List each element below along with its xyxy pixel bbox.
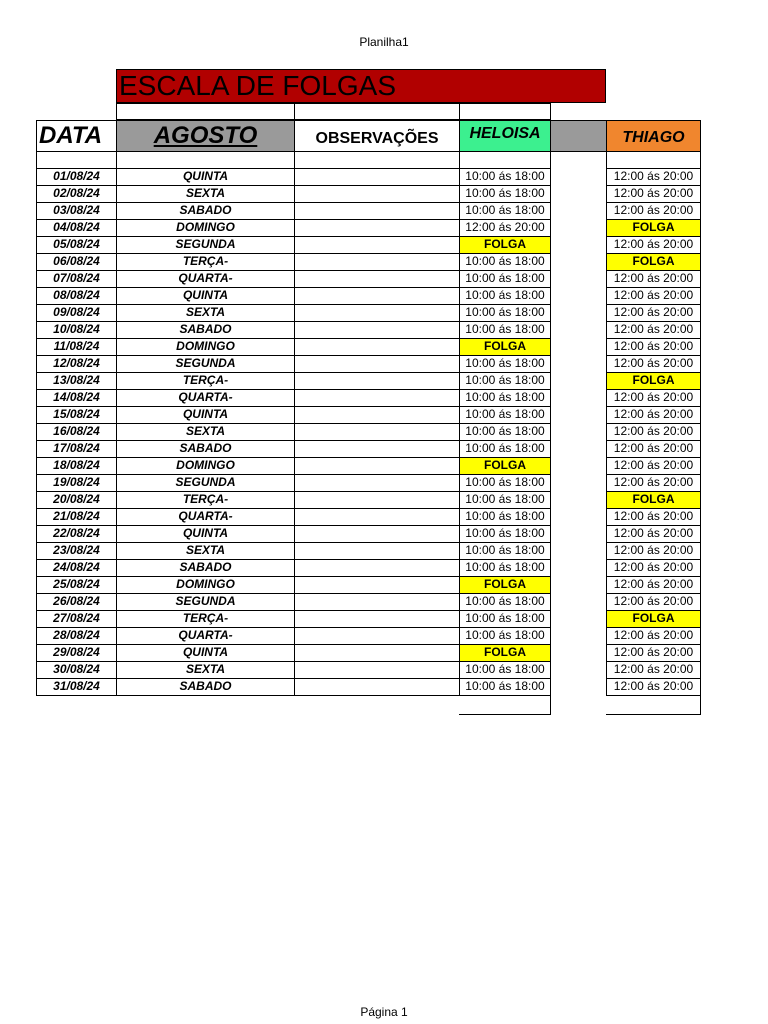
heloisa-shift-cell: 12:00 ás 20:00 — [459, 219, 551, 237]
date-cell: 27/08/24 — [36, 610, 117, 628]
heloisa-shift-cell: FOLGA — [459, 236, 551, 254]
date-cell: 18/08/24 — [36, 457, 117, 475]
thiago-shift-cell: 12:00 ás 20:00 — [606, 542, 701, 560]
date-cell: 04/08/24 — [36, 219, 117, 237]
heloisa-shift-cell: 10:00 ás 18:00 — [459, 287, 551, 305]
heloisa-shift-cell: FOLGA — [459, 338, 551, 356]
heloisa-shift-cell: 10:00 ás 18:00 — [459, 304, 551, 322]
observation-cell — [294, 491, 460, 509]
heloisa-shift-cell: 10:00 ás 18:00 — [459, 406, 551, 424]
header-data: DATA — [36, 120, 117, 152]
date-cell: 06/08/24 — [36, 253, 117, 271]
heloisa-shift-cell: 10:00 ás 18:00 — [459, 440, 551, 458]
blank-cell — [116, 151, 295, 169]
thiago-shift-cell: 12:00 ás 20:00 — [606, 627, 701, 645]
thiago-shift-cell: 12:00 ás 20:00 — [606, 423, 701, 441]
weekday-cell: TERÇA- — [116, 253, 295, 271]
observation-cell — [294, 406, 460, 424]
observation-cell — [294, 627, 460, 645]
observation-cell — [294, 185, 460, 203]
weekday-cell: SEGUNDA — [116, 355, 295, 373]
heloisa-shift-cell: 10:00 ás 18:00 — [459, 508, 551, 526]
date-cell: 09/08/24 — [36, 304, 117, 322]
heloisa-shift-cell: 10:00 ás 18:00 — [459, 525, 551, 543]
date-cell: 24/08/24 — [36, 559, 117, 577]
weekday-cell: SEGUNDA — [116, 593, 295, 611]
spacer-cell — [459, 103, 551, 120]
trailing-cell — [606, 696, 701, 715]
date-cell: 25/08/24 — [36, 576, 117, 594]
page-number: Página 1 — [360, 1005, 408, 1019]
observation-cell — [294, 338, 460, 356]
observation-cell — [294, 593, 460, 611]
observation-cell — [294, 389, 460, 407]
weekday-cell: TERÇA- — [116, 372, 295, 390]
date-cell: 20/08/24 — [36, 491, 117, 509]
weekday-cell: TERÇA- — [116, 610, 295, 628]
date-cell: 26/08/24 — [36, 593, 117, 611]
thiago-shift-cell: 12:00 ás 20:00 — [606, 168, 701, 186]
weekday-cell: DOMINGO — [116, 338, 295, 356]
thiago-shift-cell: 12:00 ás 20:00 — [606, 508, 701, 526]
thiago-shift-cell: 12:00 ás 20:00 — [606, 678, 701, 696]
thiago-shift-cell: 12:00 ás 20:00 — [606, 457, 701, 475]
heloisa-shift-cell: 10:00 ás 18:00 — [459, 678, 551, 696]
header-thiago: THIAGO — [606, 120, 701, 152]
date-cell: 05/08/24 — [36, 236, 117, 254]
heloisa-shift-cell: 10:00 ás 18:00 — [459, 355, 551, 373]
weekday-cell: QUINTA — [116, 168, 295, 186]
observation-cell — [294, 202, 460, 220]
blank-cell — [606, 151, 701, 169]
date-cell: 03/08/24 — [36, 202, 117, 220]
thiago-shift-cell: 12:00 ás 20:00 — [606, 338, 701, 356]
heloisa-shift-cell: 10:00 ás 18:00 — [459, 185, 551, 203]
date-cell: 30/08/24 — [36, 661, 117, 679]
weekday-cell: SABADO — [116, 678, 295, 696]
weekday-cell: QUINTA — [116, 287, 295, 305]
observation-cell — [294, 474, 460, 492]
thiago-shift-cell: 12:00 ás 20:00 — [606, 644, 701, 662]
date-cell: 01/08/24 — [36, 168, 117, 186]
weekday-cell: SEGUNDA — [116, 236, 295, 254]
weekday-cell: SEXTA — [116, 542, 295, 560]
sheet-name: Planilha1 — [359, 35, 409, 49]
weekday-cell: DOMINGO — [116, 457, 295, 475]
thiago-shift-cell: 12:00 ás 20:00 — [606, 270, 701, 288]
thiago-shift-cell: 12:00 ás 20:00 — [606, 321, 701, 339]
heloisa-shift-cell: 10:00 ás 18:00 — [459, 474, 551, 492]
date-cell: 02/08/24 — [36, 185, 117, 203]
observation-cell — [294, 457, 460, 475]
observation-cell — [294, 304, 460, 322]
observation-cell — [294, 542, 460, 560]
weekday-cell: SEXTA — [116, 185, 295, 203]
date-cell: 08/08/24 — [36, 287, 117, 305]
thiago-shift-cell: 12:00 ás 20:00 — [606, 236, 701, 254]
observation-cell — [294, 610, 460, 628]
weekday-cell: SABADO — [116, 440, 295, 458]
date-cell: 22/08/24 — [36, 525, 117, 543]
heloisa-shift-cell: 10:00 ás 18:00 — [459, 372, 551, 390]
observation-cell — [294, 678, 460, 696]
spacer-cell — [294, 103, 460, 120]
date-cell: 29/08/24 — [36, 644, 117, 662]
weekday-cell: SEXTA — [116, 423, 295, 441]
date-cell: 31/08/24 — [36, 678, 117, 696]
date-cell: 19/08/24 — [36, 474, 117, 492]
observation-cell — [294, 168, 460, 186]
heloisa-shift-cell: 10:00 ás 18:00 — [459, 593, 551, 611]
observation-cell — [294, 287, 460, 305]
date-cell: 28/08/24 — [36, 627, 117, 645]
date-cell: 17/08/24 — [36, 440, 117, 458]
weekday-cell: DOMINGO — [116, 576, 295, 594]
header-heloisa: HELOISA — [459, 120, 551, 152]
observation-cell — [294, 644, 460, 662]
thiago-shift-cell: 12:00 ás 20:00 — [606, 406, 701, 424]
thiago-shift-cell: FOLGA — [606, 610, 701, 628]
heloisa-shift-cell: FOLGA — [459, 576, 551, 594]
thiago-shift-cell: 12:00 ás 20:00 — [606, 525, 701, 543]
heloisa-shift-cell: 10:00 ás 18:00 — [459, 542, 551, 560]
schedule-title: ESCALA DE FOLGAS — [116, 69, 606, 103]
date-cell: 21/08/24 — [36, 508, 117, 526]
thiago-shift-cell: 12:00 ás 20:00 — [606, 661, 701, 679]
heloisa-shift-cell: 10:00 ás 18:00 — [459, 389, 551, 407]
thiago-shift-cell: 12:00 ás 20:00 — [606, 474, 701, 492]
heloisa-shift-cell: FOLGA — [459, 457, 551, 475]
thiago-shift-cell: 12:00 ás 20:00 — [606, 202, 701, 220]
weekday-cell: SEXTA — [116, 661, 295, 679]
heloisa-shift-cell: 10:00 ás 18:00 — [459, 491, 551, 509]
trailing-cell — [459, 696, 551, 715]
weekday-cell: SEGUNDA — [116, 474, 295, 492]
date-cell: 12/08/24 — [36, 355, 117, 373]
thiago-shift-cell: FOLGA — [606, 491, 701, 509]
heloisa-shift-cell: 10:00 ás 18:00 — [459, 610, 551, 628]
heloisa-shift-cell: 10:00 ás 18:00 — [459, 661, 551, 679]
date-cell: 16/08/24 — [36, 423, 117, 441]
date-cell: 15/08/24 — [36, 406, 117, 424]
weekday-cell: QUINTA — [116, 525, 295, 543]
thiago-shift-cell: 12:00 ás 20:00 — [606, 389, 701, 407]
thiago-shift-cell: 12:00 ás 20:00 — [606, 559, 701, 577]
observation-cell — [294, 321, 460, 339]
heloisa-shift-cell: 10:00 ás 18:00 — [459, 559, 551, 577]
heloisa-shift-cell: FOLGA — [459, 644, 551, 662]
heloisa-shift-cell: 10:00 ás 18:00 — [459, 168, 551, 186]
observation-cell — [294, 253, 460, 271]
date-cell: 14/08/24 — [36, 389, 117, 407]
heloisa-shift-cell: 10:00 ás 18:00 — [459, 202, 551, 220]
heloisa-shift-cell: 10:00 ás 18:00 — [459, 627, 551, 645]
thiago-shift-cell: 12:00 ás 20:00 — [606, 185, 701, 203]
weekday-cell: SABADO — [116, 202, 295, 220]
observation-cell — [294, 661, 460, 679]
blank-cell — [36, 151, 117, 169]
thiago-shift-cell: 12:00 ás 20:00 — [606, 304, 701, 322]
date-cell: 13/08/24 — [36, 372, 117, 390]
heloisa-shift-cell: 10:00 ás 18:00 — [459, 270, 551, 288]
date-cell: 23/08/24 — [36, 542, 117, 560]
thiago-shift-cell: FOLGA — [606, 219, 701, 237]
weekday-cell: TERÇA- — [116, 491, 295, 509]
blank-cell — [459, 151, 551, 169]
weekday-cell: QUARTA- — [116, 389, 295, 407]
observation-cell — [294, 355, 460, 373]
header-month: AGOSTO — [116, 120, 295, 152]
observation-cell — [294, 270, 460, 288]
thiago-shift-cell: 12:00 ás 20:00 — [606, 355, 701, 373]
heloisa-shift-cell: 10:00 ás 18:00 — [459, 423, 551, 441]
weekday-cell: QUINTA — [116, 406, 295, 424]
observation-cell — [294, 372, 460, 390]
date-cell: 07/08/24 — [36, 270, 117, 288]
spacer-cell — [116, 103, 295, 120]
header-observacoes: OBSERVAÇÕES — [294, 120, 460, 152]
observation-cell — [294, 440, 460, 458]
thiago-shift-cell: 12:00 ás 20:00 — [606, 287, 701, 305]
weekday-cell: QUINTA — [116, 644, 295, 662]
weekday-cell: DOMINGO — [116, 219, 295, 237]
observation-cell — [294, 236, 460, 254]
header-gap — [550, 120, 607, 152]
thiago-shift-cell: 12:00 ás 20:00 — [606, 576, 701, 594]
weekday-cell: SABADO — [116, 321, 295, 339]
thiago-shift-cell: 12:00 ás 20:00 — [606, 593, 701, 611]
thiago-shift-cell: FOLGA — [606, 253, 701, 271]
observation-cell — [294, 508, 460, 526]
date-cell: 10/08/24 — [36, 321, 117, 339]
weekday-cell: QUARTA- — [116, 270, 295, 288]
date-cell: 11/08/24 — [36, 338, 117, 356]
weekday-cell: SEXTA — [116, 304, 295, 322]
observation-cell — [294, 423, 460, 441]
observation-cell — [294, 219, 460, 237]
thiago-shift-cell: 12:00 ás 20:00 — [606, 440, 701, 458]
observation-cell — [294, 576, 460, 594]
observation-cell — [294, 559, 460, 577]
weekday-cell: QUARTA- — [116, 627, 295, 645]
thiago-shift-cell: FOLGA — [606, 372, 701, 390]
heloisa-shift-cell: 10:00 ás 18:00 — [459, 253, 551, 271]
observation-cell — [294, 525, 460, 543]
weekday-cell: QUARTA- — [116, 508, 295, 526]
heloisa-shift-cell: 10:00 ás 18:00 — [459, 321, 551, 339]
weekday-cell: SABADO — [116, 559, 295, 577]
blank-cell — [294, 151, 460, 169]
